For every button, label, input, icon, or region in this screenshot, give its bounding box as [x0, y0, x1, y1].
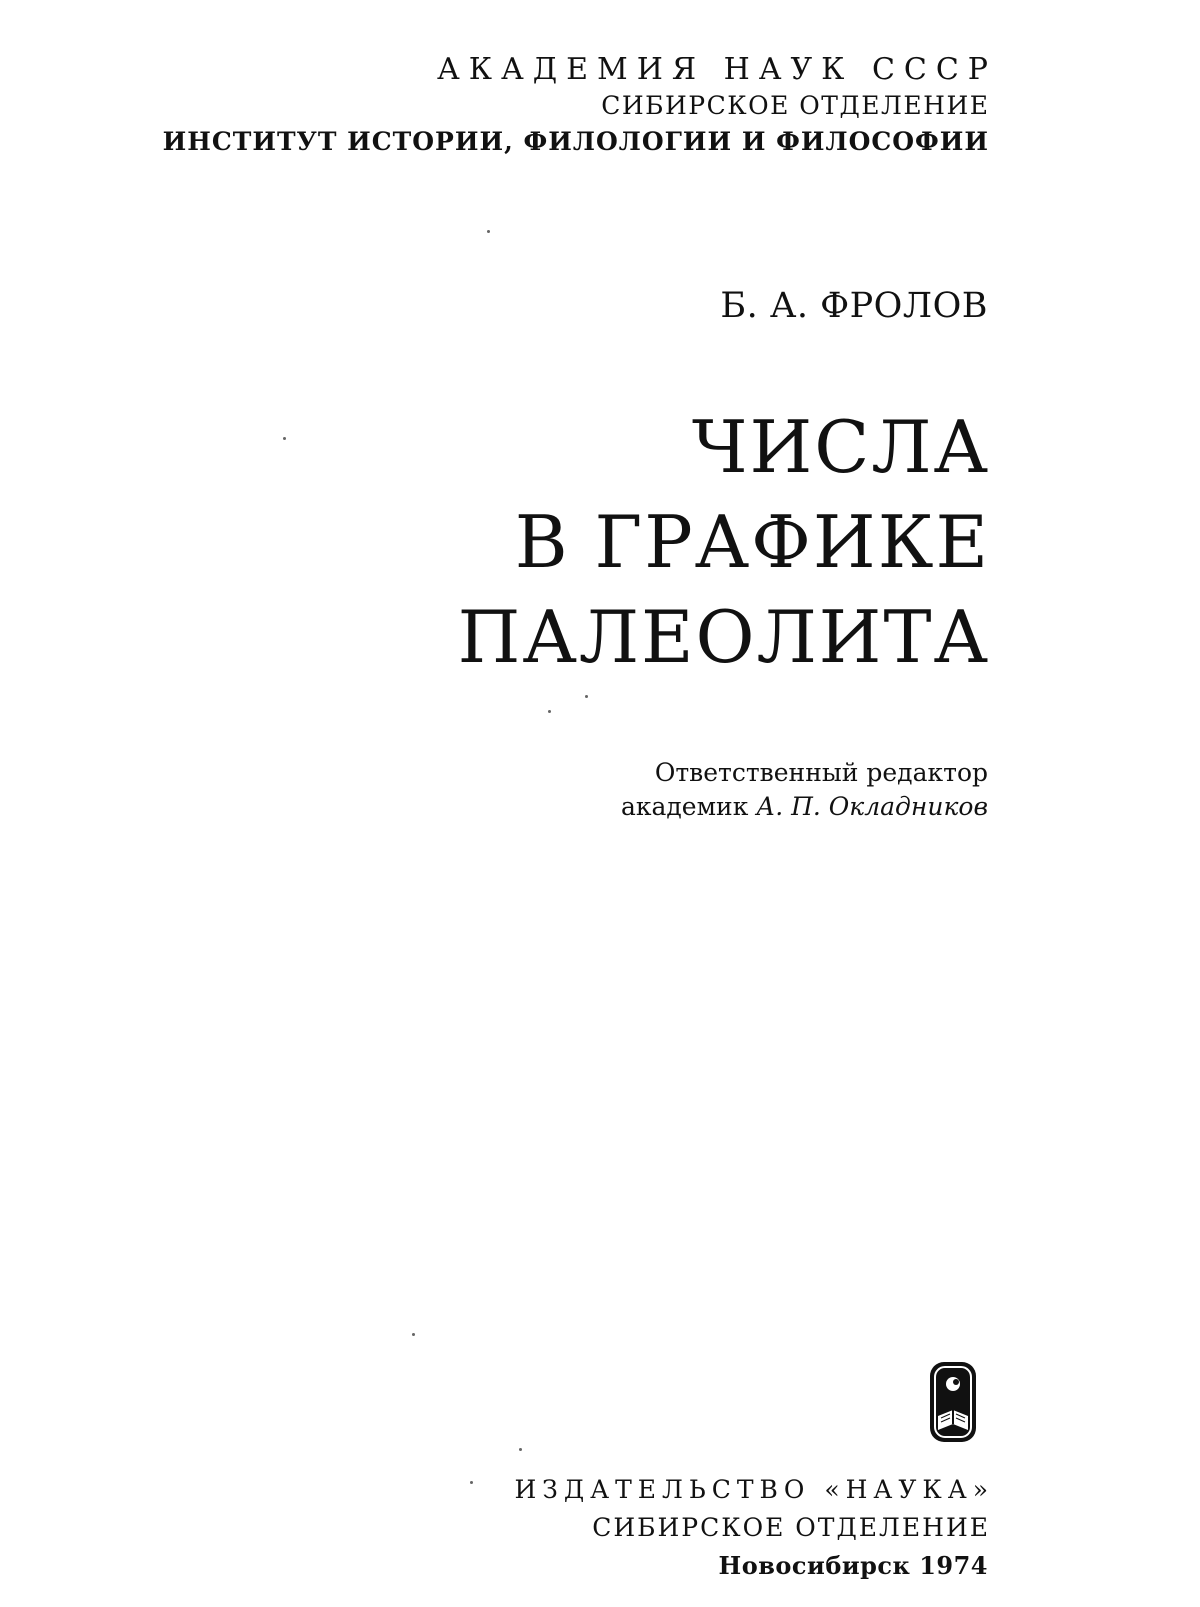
book-title-line-1: ЧИСЛА — [691, 405, 990, 489]
publisher-name: ИЗДАТЕЛЬСТВО «НАУКА» — [514, 1475, 994, 1504]
editor-name: А. П. Окладников — [756, 792, 988, 821]
scan-speck — [487, 230, 490, 233]
scan-speck — [283, 437, 286, 440]
scan-speck — [519, 1448, 522, 1451]
scan-speck — [470, 1481, 473, 1484]
editor-line — [621, 790, 988, 824]
book-title — [458, 400, 990, 685]
author-name: Б. А. ФРОЛОВ — [720, 286, 988, 326]
publisher-branch: СИБИРСКОЕ ОТДЕЛЕНИЕ — [592, 1513, 990, 1542]
publisher-emblem-icon — [928, 1360, 978, 1444]
institution-header — [162, 52, 997, 160]
scan-speck — [548, 710, 551, 713]
branch-name: СИБИРСКОЕ ОТДЕЛЕНИЕ — [601, 91, 990, 120]
scan-speck — [412, 1333, 415, 1336]
institute-name: ИНСТИТУТ ИСТОРИИ, ФИЛОЛОГИИ И ФИЛОСОФИИ — [162, 127, 989, 156]
editor-rank: академик — [620, 792, 749, 821]
editor-role: Ответственный редактор — [654, 758, 988, 787]
editor-credit — [621, 756, 988, 824]
publisher-city-year: Новосибирск 1974 — [718, 1551, 988, 1580]
scan-speck — [585, 695, 588, 698]
book-title-line-3: ПАЛЕОЛИТА — [457, 595, 990, 679]
publisher-imprint — [514, 1471, 994, 1585]
academy-name: АКАДЕМИЯ НАУК СССР — [437, 52, 997, 87]
book-title-line-2: В ГРАФИКЕ — [514, 500, 990, 584]
